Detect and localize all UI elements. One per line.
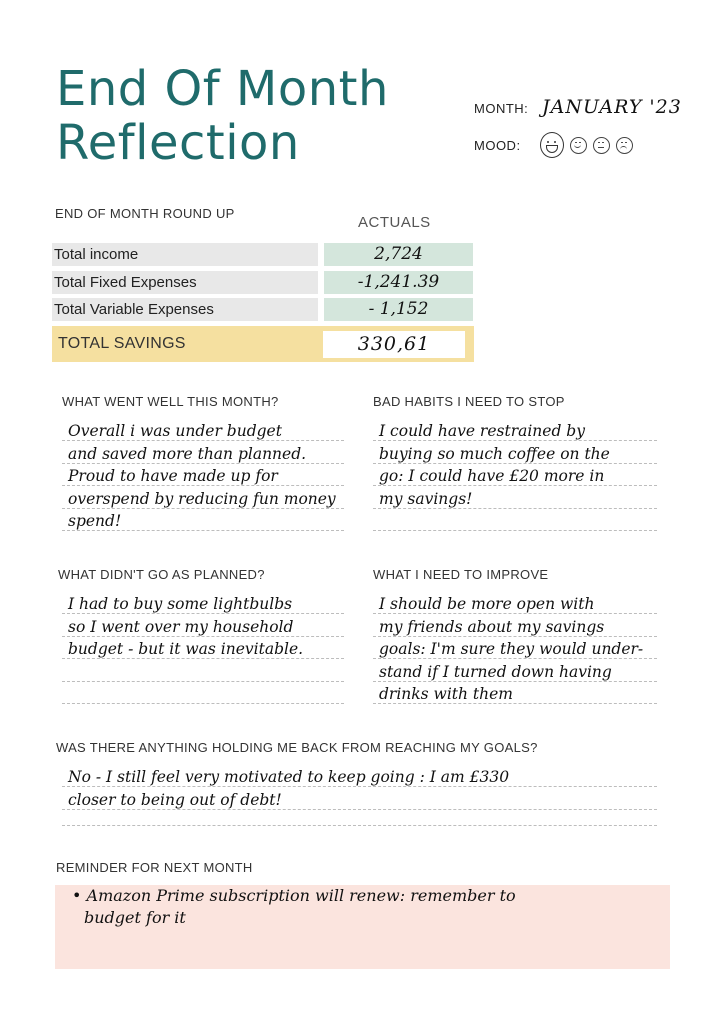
page-title-line-1: End Of Month	[56, 61, 389, 117]
went-well-line: and saved more than planned.	[68, 444, 307, 463]
improve-line: stand if I turned down having	[379, 662, 612, 681]
bad-habits-heading: BAD HABITS I NEED TO STOP	[373, 394, 565, 409]
went-well-line: Overall i was under budget	[68, 422, 282, 440]
holding-back-notes[interactable]	[62, 764, 657, 828]
reminder-heading: REMINDER FOR NEXT MONTH	[56, 860, 253, 875]
bad-habits-line: my savings!	[379, 489, 473, 508]
improve-line: goals: I'm sure they would under-	[379, 640, 644, 658]
improve-line: my friends about my savings	[379, 617, 605, 636]
not-planned-line: so I went over my household	[68, 617, 294, 636]
not-planned-line: budget - but it was inevitable.	[68, 640, 304, 658]
bad-habits-notes[interactable]	[373, 418, 657, 533]
improve-line: drinks with them	[379, 685, 513, 703]
bad-habits-line: I could have restrained by	[379, 422, 585, 440]
went-well-line: overspend by reducing fun money	[68, 489, 336, 508]
page-title	[56, 62, 389, 170]
fixed-expenses-value[interactable]: -1,241.39	[324, 271, 473, 294]
reminder-text	[72, 885, 516, 929]
income-value[interactable]: 2,724	[324, 243, 473, 266]
bad-habits-line: buying so much coffee on the	[379, 444, 610, 463]
reminder-line: • Amazon Prime subscription will renew: remember to	[72, 886, 516, 905]
mood-selector	[540, 132, 633, 158]
grinning-face-icon[interactable]	[540, 132, 564, 158]
variable-expenses-label: Total Variable Expenses	[52, 298, 318, 321]
roundup-heading: END OF MONTH ROUND UP	[55, 206, 235, 221]
went-well-line: spend!	[68, 512, 122, 530]
improve-notes[interactable]	[373, 591, 657, 706]
neutral-face-icon[interactable]	[593, 137, 610, 154]
mood-label: MOOD:	[474, 138, 521, 153]
reminder-line: budget for it	[84, 908, 186, 927]
variable-expenses-value[interactable]: - 1,152	[324, 298, 473, 321]
bad-habits-line: go: I could have £20 more in	[379, 467, 605, 485]
went-well-notes[interactable]	[62, 418, 344, 533]
improve-line: I should be more open with	[379, 595, 595, 613]
holding-back-line: No - I still feel very motivated to keep going : I am £330	[68, 768, 510, 786]
went-well-heading: WHAT WENT WELL THIS MONTH?	[62, 394, 279, 409]
improve-heading: WHAT I NEED TO IMPROVE	[373, 567, 549, 582]
fixed-expenses-label: Total Fixed Expenses	[52, 271, 318, 294]
page-title-line-2: Reflection	[56, 115, 300, 171]
income-label: Total income	[52, 243, 318, 266]
not-planned-notes[interactable]	[62, 591, 344, 706]
smiling-face-icon[interactable]	[570, 137, 587, 154]
not-planned-heading: WHAT DIDN'T GO AS PLANNED?	[58, 567, 265, 582]
actuals-heading: ACTUALS	[358, 214, 431, 231]
total-savings-value[interactable]: 330,61	[323, 331, 465, 358]
month-label: MONTH:	[474, 101, 529, 116]
sad-face-icon[interactable]	[616, 137, 633, 154]
holding-back-heading: WAS THERE ANYTHING HOLDING ME BACK FROM REACHING MY GOALS?	[56, 740, 538, 755]
went-well-line: Proud to have made up for	[68, 467, 278, 485]
holding-back-line: closer to being out of debt!	[68, 790, 282, 809]
not-planned-line: I had to buy some lightbulbs	[68, 595, 293, 613]
total-savings-label: TOTAL SAVINGS	[58, 335, 186, 352]
month-value[interactable]: JANUARY '23	[542, 96, 682, 118]
